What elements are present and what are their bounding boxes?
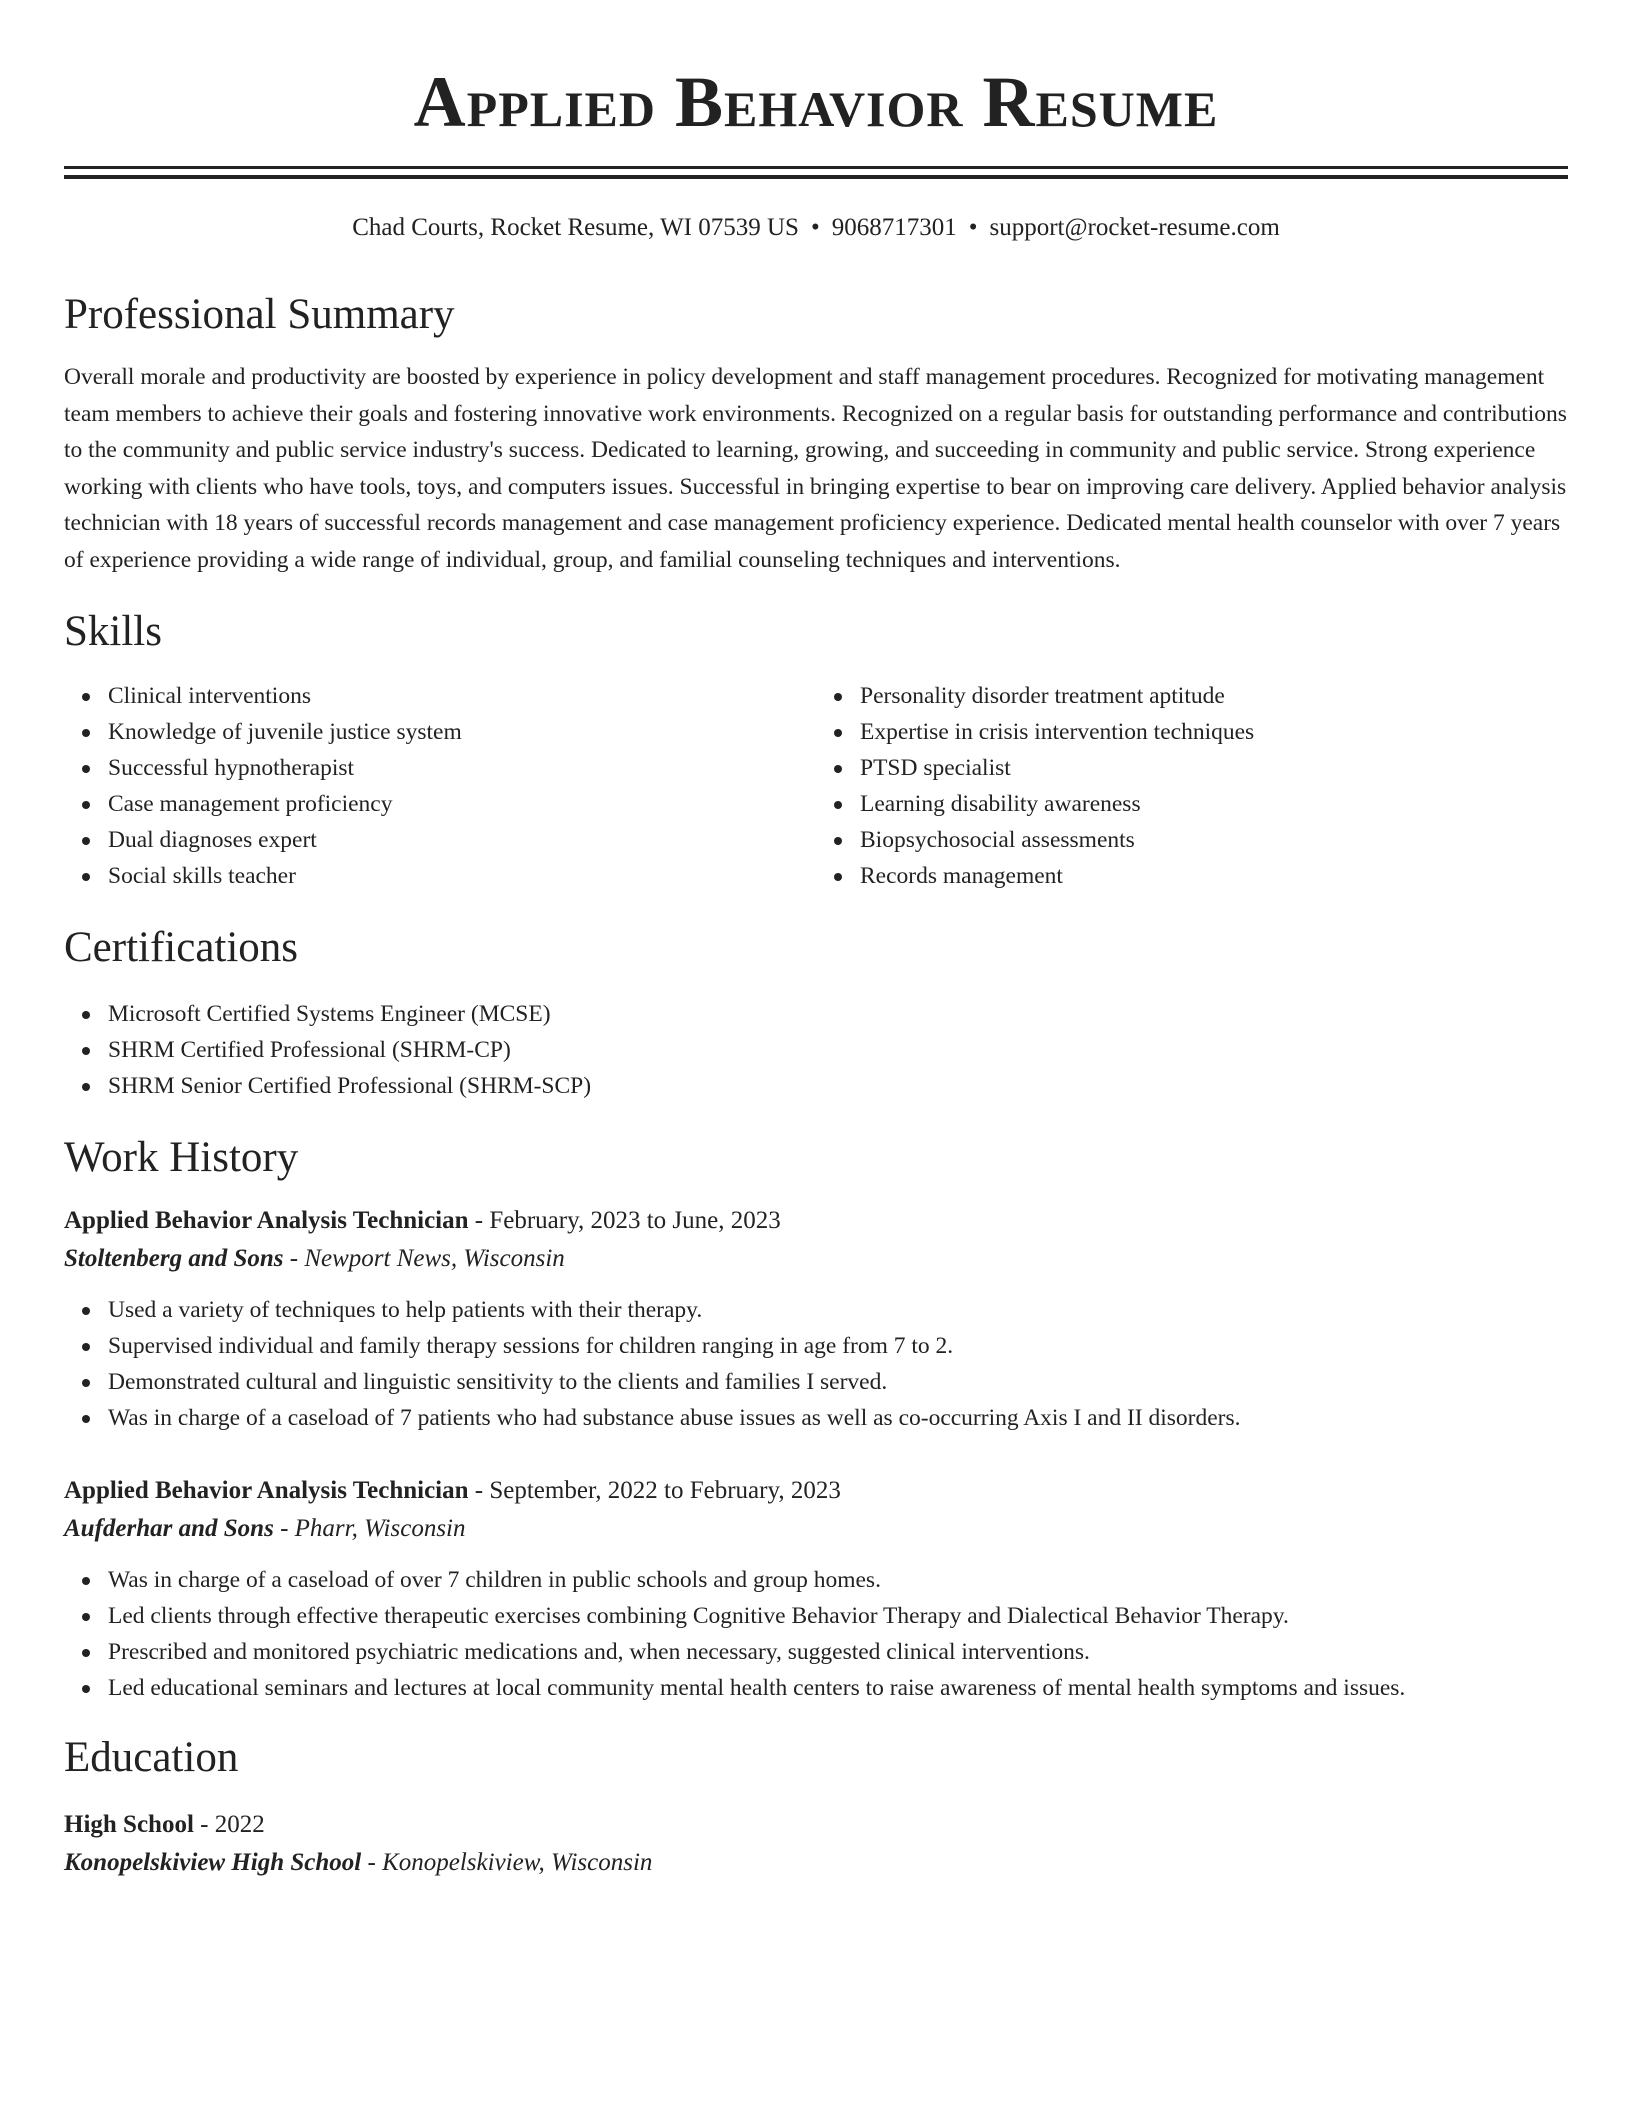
summary-text: Overall morale and productivity are boosted by experience in policy development and staff management procedures. Recognized for motivating management team members to achieve their goals and fostering innovative work environments. Recognized on a regular basis for outstanding performance and contributions to the community and public service industry's success. Dedicated to learning, growing, and succeeding in community and public service. Strong experience working with clients who have tools, toys, and computers issues. Successful in bringing expertise to bear on improving care delivery. Applied behavior analysis technician with 18 years of successful records management and case management proficiency experience. Dedicated mental health counselor with over 7 years of experience providing a wide range of individual, group, and familial counseling techniques and interventions. <box>64 364 1567 573</box>
skill-item: Clinical interventions <box>108 678 816 714</box>
resume-title: Applied Behavior Resume <box>413 62 1219 142</box>
job-duties-list <box>64 1292 1568 1436</box>
job-title-line <box>64 1472 1568 1510</box>
contact-email: support@rocket-resume.com <box>989 214 1280 241</box>
education-location: - Konopelskiview, Wisconsin <box>361 1849 653 1876</box>
skill-item: Dual diagnoses expert <box>108 822 816 858</box>
job-duty-item: Used a variety of techniques to help patients with their therapy. <box>108 1292 1568 1328</box>
job-duty-item: Was in charge of a caseload of over 7 children in public schools and group homes. <box>108 1562 1568 1598</box>
job-company: Stoltenberg and Sons <box>64 1245 284 1272</box>
education-degree: High School <box>64 1811 194 1838</box>
skill-item: Knowledge of juvenile justice system <box>108 714 816 750</box>
job-duty-item: Demonstrated cultural and linguistic sensitivity to the clients and families I served. <box>108 1364 1568 1400</box>
education-degree-line <box>64 1806 1568 1844</box>
certification-item: SHRM Senior Certified Professional (SHRM-SCP) <box>108 1068 1568 1104</box>
job-duty-item: Was in charge of a caseload of 7 patients who had substance abuse issues as well as co-occurring Axis I and II disorders. <box>108 1400 1568 1436</box>
certification-item: SHRM Certified Professional (SHRM-CP) <box>108 1032 1568 1068</box>
skills-column-right <box>816 678 1568 894</box>
job-title: Applied Behavior Analysis Technician <box>64 1207 469 1234</box>
skill-item: Social skills teacher <box>108 858 816 894</box>
skill-item: PTSD specialist <box>860 750 1568 786</box>
job-company: Aufderhar and Sons <box>64 1515 274 1542</box>
education-school: Konopelskiview High School <box>64 1849 362 1876</box>
contact-separator: • <box>810 214 820 241</box>
certification-item: Microsoft Certified Systems Engineer (MCSE) <box>108 996 1568 1032</box>
summary-heading: Professional Summary <box>64 291 455 338</box>
work-history-heading: Work History <box>64 1134 299 1181</box>
title-divider-top <box>64 166 1568 169</box>
education-year: - 2022 <box>193 1811 265 1838</box>
job-duty-item: Prescribed and monitored psychiatric medications and, when necessary, suggested clinical interventions. <box>108 1634 1568 1670</box>
skill-item: Personality disorder treatment aptitude <box>860 678 1568 714</box>
job-dates: - February, 2023 to June, 2023 <box>468 1207 781 1234</box>
skill-item: Records management <box>860 858 1568 894</box>
contact-info <box>64 211 1568 245</box>
skills-list <box>64 678 1568 894</box>
certifications-heading: Certifications <box>64 924 299 971</box>
contact-phone: 9068717301 <box>831 214 957 241</box>
job-title: Applied Behavior Analysis Technician <box>64 1477 469 1504</box>
contact-address: Chad Courts, Rocket Resume, WI 07539 US <box>352 214 799 241</box>
contact-separator: • <box>968 214 978 241</box>
job-duty-item: Led educational seminars and lectures at local community mental health centers to raise awareness of mental health symptoms and issues. <box>108 1670 1568 1706</box>
job-company-line <box>64 1240 1568 1278</box>
education-heading: Education <box>64 1734 239 1781</box>
job-duty-item: Supervised individual and family therapy sessions for children ranging in age from 7 to 2. <box>108 1328 1568 1364</box>
job-location: - Newport News, Wisconsin <box>283 1245 565 1272</box>
job-dates: - September, 2022 to February, 2023 <box>468 1477 841 1504</box>
job-duties-list <box>64 1562 1568 1706</box>
job-location: - Pharr, Wisconsin <box>273 1515 466 1542</box>
job-company-line <box>64 1510 1568 1548</box>
skill-item: Successful hypnotherapist <box>108 750 816 786</box>
title-divider-bottom <box>64 175 1568 179</box>
skill-item: Learning disability awareness <box>860 786 1568 822</box>
skill-item: Biopsychosocial assessments <box>860 822 1568 858</box>
job-title-line <box>64 1202 1568 1240</box>
skills-column-left <box>64 678 816 894</box>
skill-item: Expertise in crisis intervention techniques <box>860 714 1568 750</box>
certifications-list <box>64 996 1568 1104</box>
job-duty-item: Led clients through effective therapeutic exercises combining Cognitive Behavior Therapy and Dialectical Behavior Therapy. <box>108 1598 1568 1634</box>
education-school-line <box>64 1844 1568 1882</box>
skill-item: Case management proficiency <box>108 786 816 822</box>
skills-heading: Skills <box>64 608 162 655</box>
